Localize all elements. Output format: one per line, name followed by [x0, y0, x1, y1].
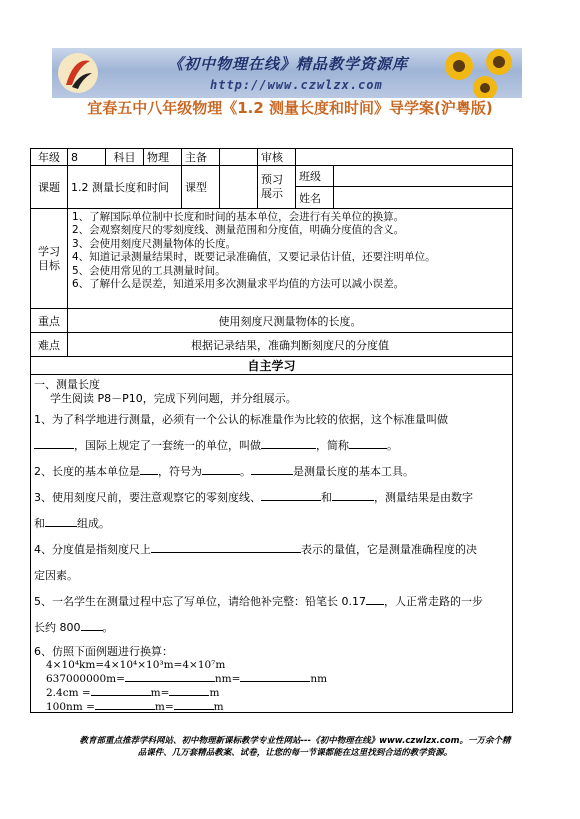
goal-item: 4、知道记录测量结果时，既要记录准确值，又要记录估计值，还要注明单位。: [72, 251, 436, 264]
difficulty-text: 根据记录结果，准确判断刻度尺的分度值: [191, 338, 389, 352]
answer-blank[interactable]: [251, 465, 293, 475]
question-2: 2、长度的基本单位是 ，符号为 。 是测量长度的基本工具。: [34, 465, 414, 478]
class-name-group: [296, 166, 512, 208]
subject-label: 科目: [106, 149, 144, 165]
answer-blank[interactable]: [45, 517, 77, 527]
key-point-text: 使用刻度尺测量物体的长度。: [218, 314, 362, 328]
review-value: [296, 149, 512, 165]
key-point-row: [31, 309, 512, 333]
topic-label: 课题: [31, 166, 68, 208]
goal-item: 6、了解什么是误差，知道采用多次测量求平均值的方法可以减小误差。: [72, 278, 405, 291]
section-heading: 一、测量长度: [34, 378, 100, 391]
answer-blank[interactable]: [169, 686, 209, 696]
lead-label: 主备: [182, 149, 220, 165]
goal-item: 3、会使用刻度尺测量物体的长度。: [72, 237, 237, 250]
site-logo-icon: [56, 51, 100, 95]
answer-blank[interactable]: [81, 621, 103, 631]
self-study-content: [31, 375, 512, 712]
conversion-line: 637000000m= nm= nm: [46, 673, 328, 685]
answer-blank[interactable]: [151, 543, 301, 553]
header-row-2: [31, 166, 512, 209]
document-title: 宜春五中八年级物理《1.2 测量长度和时间》导学案(沪粤版): [87, 99, 493, 117]
footer-line-2: 品课件、几万套精品教案、试卷，让您的每一节课都能在这里找到合适的教学资源。: [137, 748, 453, 758]
name-label: 姓名: [296, 187, 334, 208]
answer-blank[interactable]: [140, 465, 158, 475]
question-5-cont: 长约 800 。: [34, 621, 114, 634]
goals-label: 学习目标: [31, 209, 68, 308]
class-value: [334, 166, 512, 186]
question-1: 1、为了科学地进行测量，必须有一个公认的标准量作为比较的依据，这个标准量叫做: [34, 413, 448, 426]
intro-text: 学生阅读 P8－P10，完成下列问题，并分组展示。: [50, 392, 297, 405]
answer-blank[interactable]: [125, 672, 215, 682]
question-4-cont: 定因素。: [34, 569, 78, 582]
question-3-cont: 和 组成。: [34, 517, 110, 530]
goal-item: 5、会使用常见的工具测量时间。: [72, 264, 226, 277]
name-value: [334, 187, 512, 208]
footer-line-1: 教育部重点推荐学科网站、初中物理新课标教学专业性网站---《初中物理在线》www.czwlzx.com。一万余个精: [79, 736, 511, 746]
self-study-title: 自主学习: [31, 357, 512, 375]
question-5: 5、一名学生在测量过程中忘了写单位，请给他补完整：铅笔长 0.17 ，人正常走路的一步: [34, 595, 483, 608]
answer-blank[interactable]: [174, 700, 214, 710]
sunflower-icon: [437, 48, 522, 98]
review-label: 审核: [258, 149, 296, 165]
key-point-label: 重点: [31, 309, 68, 332]
goal-item: 1、了解国际单位制中长度和时间的基本单位，会进行有关单位的换算。: [72, 211, 405, 223]
goals-row: [31, 209, 512, 309]
banner-title: 《初中物理在线》精品教学资源库: [168, 55, 409, 73]
lesson-sheet: [30, 148, 513, 713]
class-label: 班级: [296, 166, 334, 186]
answer-blank[interactable]: [34, 439, 74, 449]
site-banner: [52, 48, 522, 98]
goals-list: [68, 209, 512, 308]
goal-item: 2、会观察刻度尺的零刻度线、测量范围和分度值，明确分度值的含义。: [72, 224, 405, 237]
grade-value: 8: [68, 149, 106, 165]
example-line: 4×10⁴km=4×10⁴×10³m=4×10⁷m: [46, 659, 226, 671]
answer-blank[interactable]: [366, 595, 384, 605]
type-value: [220, 166, 258, 208]
subject-value: 物理: [144, 149, 182, 165]
answer-blank[interactable]: [240, 672, 310, 682]
header-row-1: [31, 149, 512, 166]
answer-blank[interactable]: [95, 700, 155, 710]
answer-blank[interactable]: [349, 439, 387, 449]
question-4: 4、分度值是指刻度尺上 表示的量值，它是测量准确程度的决: [34, 543, 477, 556]
conversion-exercises: [34, 659, 509, 714]
answer-blank[interactable]: [202, 465, 240, 475]
type-label: 课型: [182, 166, 220, 208]
conversion-line: 100nm = m= m: [46, 701, 224, 713]
topic-value: 1.2 测量长度和时间: [68, 166, 182, 208]
answer-blank[interactable]: [332, 491, 374, 501]
conversion-line: 2.4cm = m= m: [46, 687, 220, 699]
answer-blank[interactable]: [91, 686, 151, 696]
lead-value: [220, 149, 258, 165]
preview-label: 预习展示: [258, 166, 296, 208]
answer-blank[interactable]: [261, 491, 321, 501]
answer-blank[interactable]: [261, 439, 316, 449]
grade-label: 年级: [31, 149, 68, 165]
difficulty-row: [31, 333, 512, 357]
banner-url[interactable]: http://www.czwlzx.com: [210, 78, 383, 92]
question-3: 3、使用刻度尺前，要注意观察它的零刻度线、 和 ，测量结果是由数字: [34, 491, 473, 504]
question-1-cont: ，国际上规定了一套统一的单位，叫做 ，简称 。: [34, 439, 509, 453]
question-6: 6、仿照下面例题进行换算：: [34, 645, 173, 658]
difficulty-label: 难点: [31, 333, 68, 356]
page-footer: [40, 735, 550, 759]
